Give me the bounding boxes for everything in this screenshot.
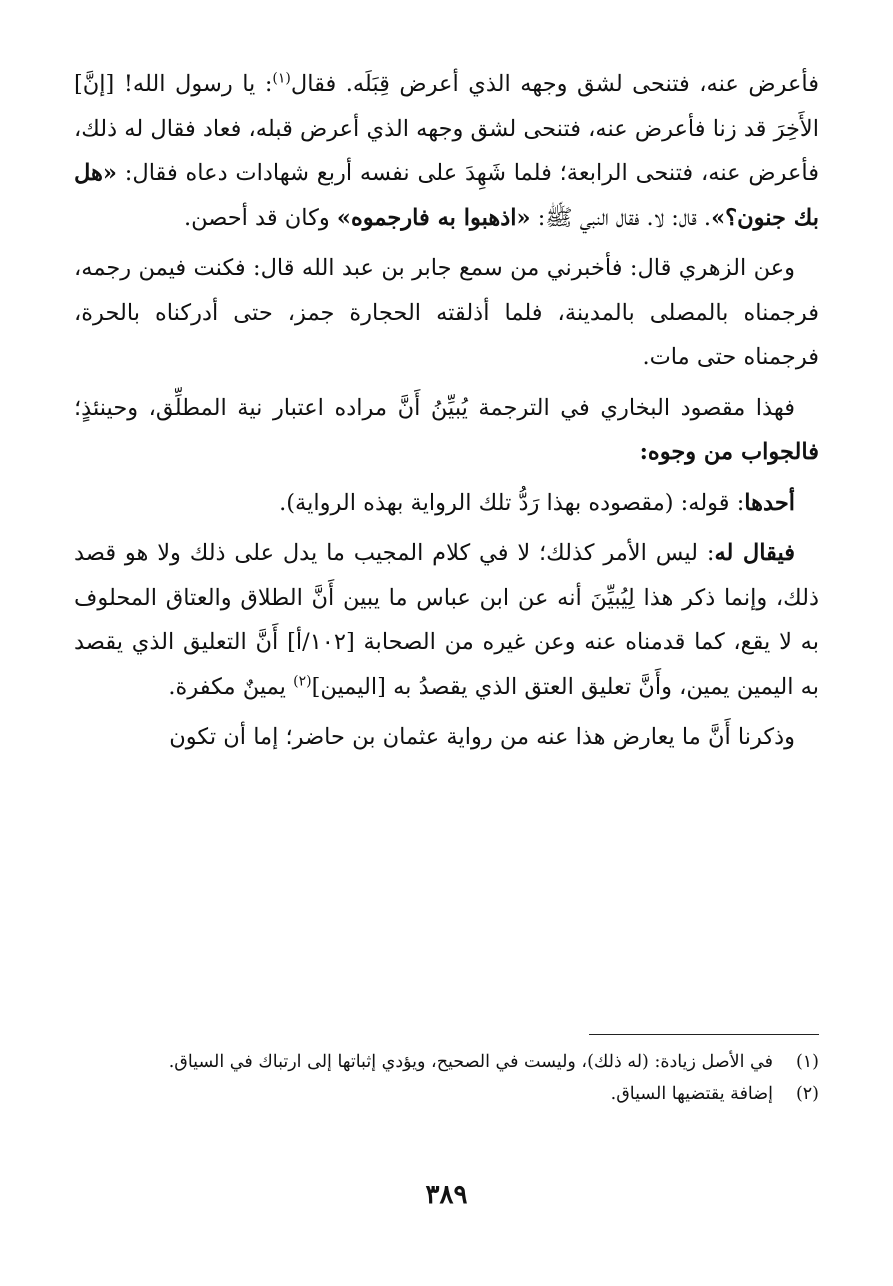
footnote-ref: (٢) — [293, 673, 312, 689]
footnotes — [74, 1046, 819, 1110]
paragraph — [74, 386, 819, 475]
paragraph — [74, 62, 819, 240]
footnote-ref: (١) — [272, 70, 291, 87]
main-text — [74, 62, 819, 766]
paragraph — [74, 481, 819, 526]
paragraph — [74, 246, 819, 380]
text-segment: وعن الزهري قال: فأخبرني من سمع جابر بن عبد الله قال: فكنت فيمن رجمه، فرجمناه بالمصلى بالمدينة، فلما أذلقته الحجارة جمز، حتى أدركناه بالحرة، فرجمناه حتى مات. — [74, 255, 819, 370]
bold-text: «اذهبوا به فارجموه» — [336, 204, 531, 231]
bold-text: فيقال له — [714, 540, 795, 566]
text-segment: : يا رسول الله! [إنَّ] الأَخِرَ قد زنا فأعرض عنه، فتنحى لشق وجهه الذي أعرض قبله، فعاد فقال له ذلك، فأعرض عنه، فتنحى الرابعة؛ فلما شَهِدَ على نفسه أربع شهادات دعاه فقال: — [74, 71, 819, 186]
page-number: ٣٨٩ — [425, 1180, 468, 1210]
footnote-number: (١) — [795, 1052, 819, 1072]
footnote-divider — [589, 1034, 819, 1035]
footnote — [74, 1046, 819, 1078]
text-segment: . قال: لا. فقال النبي ﷺ: — [530, 204, 712, 231]
text-segment: فهذا مقصود البخاري في الترجمة يُبيِّنُ أَنَّ مراده اعتبار نية المطلِّق، وحينئذٍ؛ — [74, 394, 795, 421]
text-segment: : ليس الأمر كذلك؛ لا في كلام المجيب ما يدل على ذلك ولا هو قصد ذلك، وإنما ذكر هذا لِيُبيِّنَ أنه عن ابن عباس ما يبين أَنَّ الطلاق والعتاق المحلوف به لا يقع، كما قدمناه عنه وعن غيره من الصحابة [١٠٢/أ] أَنَّ التعليق الذي يقصد به اليمين يمين، وأَنَّ تعليق العتق الذي يقصدُ به [اليمين] — [74, 540, 819, 700]
bold-text: أحدها — [744, 489, 795, 516]
text-segment: : قوله: (مقصوده بهذا رَدُّ تلك الرواية بهذه الرواية). — [279, 489, 745, 516]
footnote-text: إضافة يقتضيها السياق. — [610, 1084, 773, 1104]
footnote — [74, 1078, 819, 1110]
bold-text: «هل بك جنون؟» — [74, 160, 819, 231]
footnote-number: (٢) — [795, 1084, 819, 1104]
text-segment: وذكرنا أَنَّ ما يعارض هذا عنه من رواية عثمان بن حاضر؛ إما أن تكون — [169, 724, 795, 750]
paragraph — [74, 715, 819, 760]
text-segment: وكان قد أحصن. — [183, 204, 337, 231]
text-segment: يمينٌ مكفرة. — [168, 673, 294, 700]
bold-text: فالجواب من وجوه: — [639, 439, 819, 465]
text-segment: فأعرض عنه، فتنحى لشق وجهه الذي أعرض قِبَلَه. فقال — [290, 71, 819, 97]
paragraph — [74, 531, 819, 709]
footnote-text: في الأصل زيادة: (له ذلك)، وليست في الصحيح، ويؤدي إثباتها إلى ارتباك في السياق. — [168, 1052, 773, 1072]
